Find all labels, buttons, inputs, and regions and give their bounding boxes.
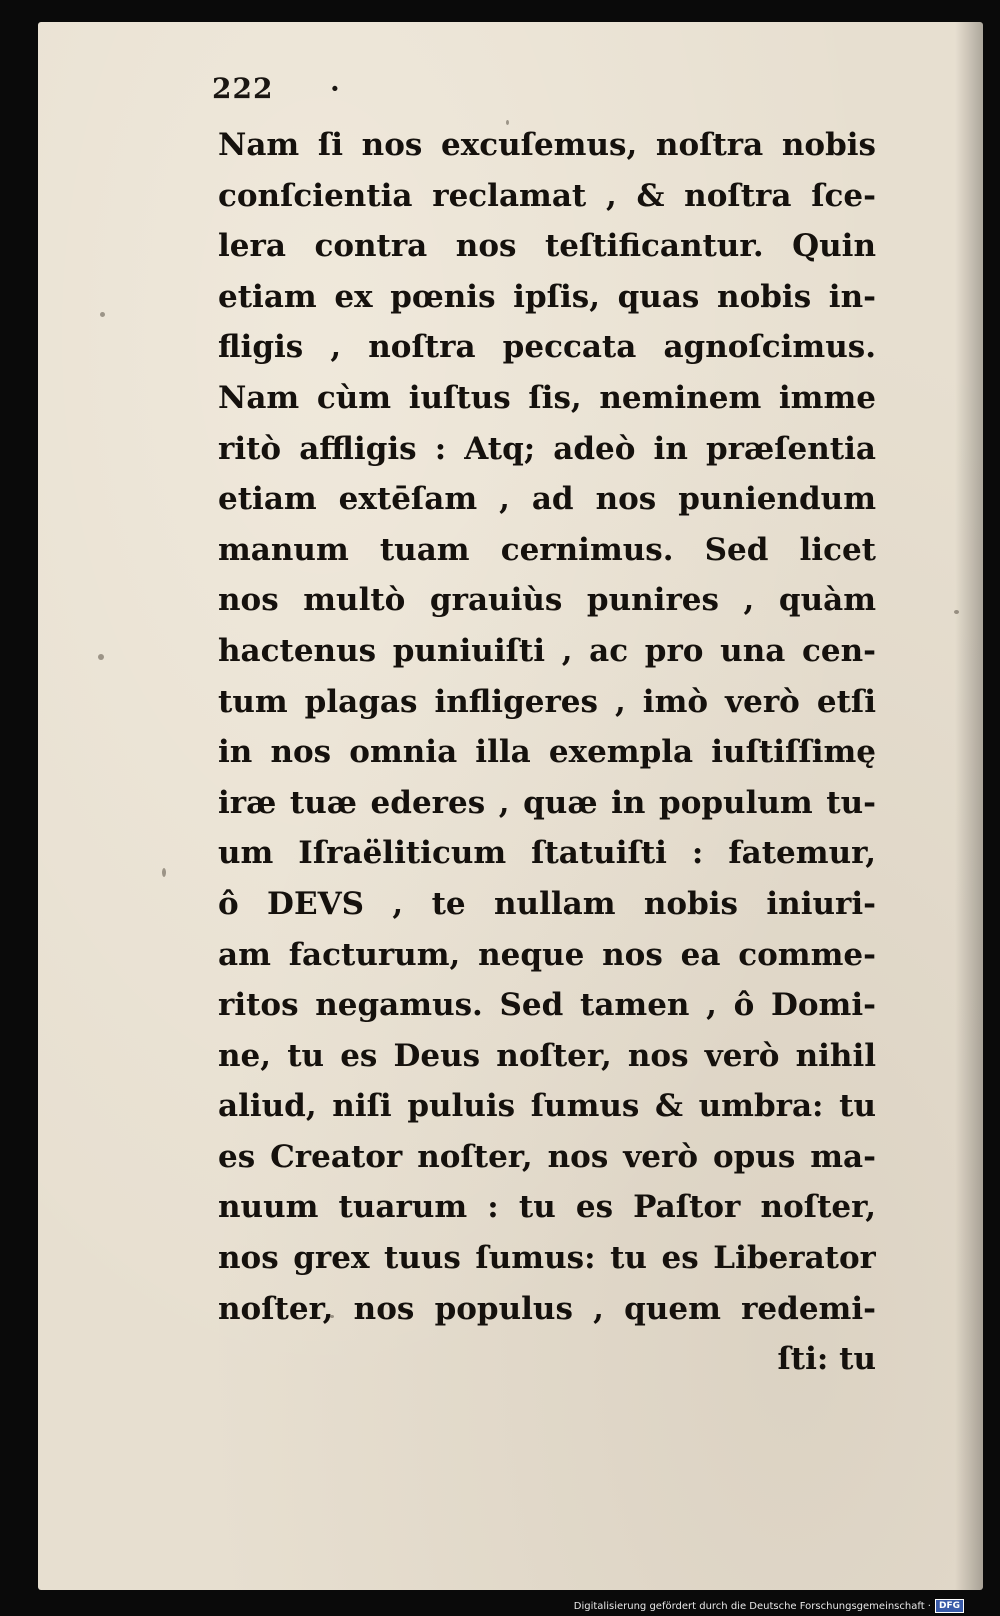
paper-speck — [100, 312, 105, 317]
page-number: 222 — [212, 72, 274, 105]
text-line: noſter, nos populus , quem redemi- — [218, 1290, 876, 1327]
body-text — [218, 120, 876, 1385]
text-line: ne, tu es Deus noſter, nos verò nihil — [218, 1037, 876, 1074]
credit-text: Digitalisierung gefördert durch die Deutsche Forschungsgemeinschaft · — [573, 1600, 931, 1612]
paper-speck — [98, 654, 104, 660]
text-line: in nos omnia illa exempla iuſtiſſimę — [218, 734, 876, 771]
text-line: nos grex tuus ſumus: tu es Liberator — [218, 1240, 876, 1277]
text-line: conſcientia reclamat , & noſtra ſce- — [218, 177, 876, 214]
text-line: Nam cùm iuſtus ſis, neminem imme — [218, 379, 876, 416]
text-line: etiam ex pœnis ipſis, quas nobis in- — [218, 278, 876, 315]
text-line: nuum tuarum : tu es Paſtor noſter, — [218, 1189, 876, 1226]
digitization-credit — [574, 1598, 964, 1614]
gutter-shadow — [955, 22, 983, 1590]
text-line: fligis , noſtra peccata agnoſcimus. — [218, 329, 876, 366]
text-line: Nam ſi nos excuſemus, noſtra nobis — [218, 127, 876, 163]
text-line: ô DEVS , te nullam nobis iniuri- — [218, 885, 876, 922]
text-line: am facturum, neque nos ea comme- — [218, 936, 876, 973]
page-number-dot: · — [330, 72, 340, 105]
text-line: ritò affligis : Atq; adeò in præſentia — [218, 430, 876, 467]
text-line: iræ tuæ ederes , quæ in populum tu- — [218, 784, 876, 821]
text-line: ritos negamus. Sed tamen , ô Domi- — [218, 987, 876, 1024]
text-line: aliud, niſi puluis ſumus & umbra: tu — [218, 1088, 876, 1125]
text-line: hactenus puniuiſti , ac pro una cen- — [218, 632, 876, 669]
paper-speck — [954, 610, 959, 614]
catchword: ſti: tu — [777, 1341, 876, 1378]
text-line: nos multò grauiùs punires , quàm — [218, 582, 876, 619]
text-line: es Creator noſter, nos verò opus ma- — [218, 1138, 876, 1175]
paper-speck — [162, 868, 166, 877]
text-line: lera contra nos teſtificantur. Quin — [218, 228, 876, 265]
text-line: tum plagas infligeres , imò verò etſi — [218, 683, 876, 720]
text-line: manum tuam cernimus. Sed licet — [218, 531, 876, 568]
dfg-logo: DFG — [935, 1599, 964, 1613]
text-line: um Iſraëliticum ſtatuiſti : fatemur, — [218, 835, 876, 872]
text-line: etiam extēſam , ad nos puniendum — [218, 481, 876, 518]
